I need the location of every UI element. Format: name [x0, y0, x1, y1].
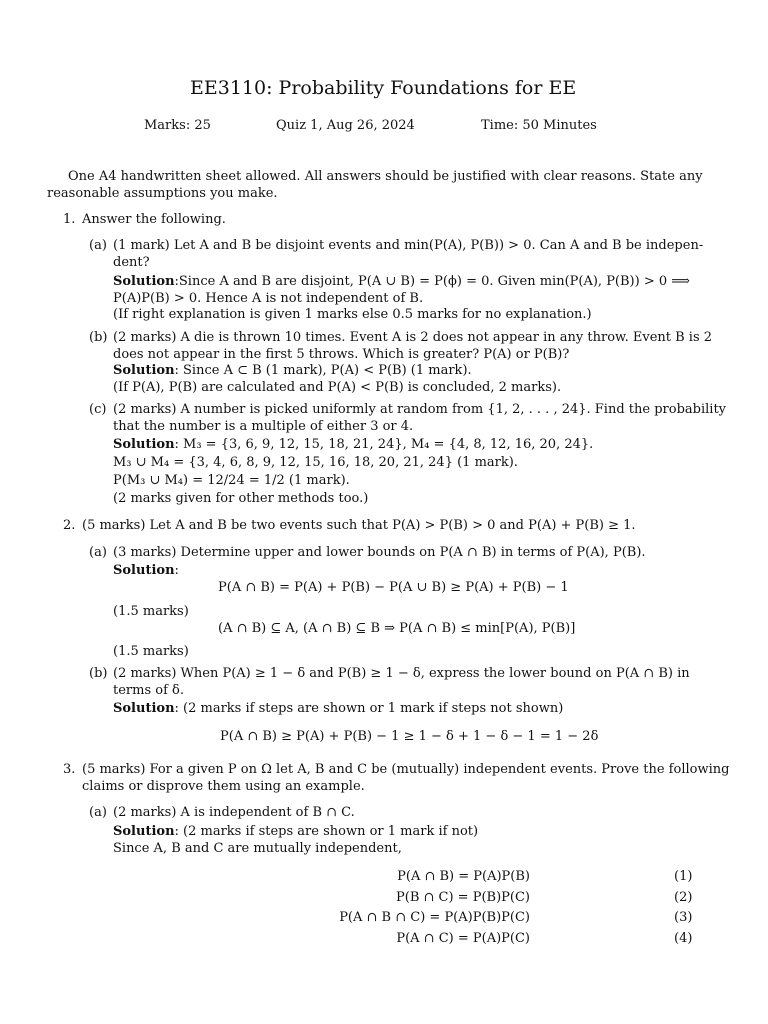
q2b-line-2: terms of δ.	[113, 683, 184, 698]
q1c-line-1: (2 marks) A number is picked uniformly at random from {1, 2, . . . , 24}. Find the probability	[113, 402, 727, 417]
equation-tag-4: (4)	[674, 931, 693, 946]
q1c-solution-line-4: (2 marks given for other methods too.)	[113, 491, 369, 506]
q1c-label: (c)	[89, 402, 107, 417]
q1c-solution-line-3: P(M₃ ∪ M₄) = 12/24 = 1/2 (1 mark).	[113, 473, 350, 488]
q1b-line-2: does not appear in the first 5 throws. Which is greater? P(A) or P(B)?	[113, 347, 570, 362]
q1b-solution-line-2: (If P(A), P(B) are calculated and P(A) < P(B) is concluded, 2 marks).	[113, 380, 562, 395]
q1a-line-1: (1 mark) Let A and B be disjoint events and min(P(A), P(B)) > 0. Can A and B be indepen-	[113, 238, 704, 253]
q2b-label: (b)	[89, 666, 108, 681]
q3a-solution-line-2: Since A, B and C are mutually independent,	[113, 841, 402, 856]
equation-tag-3: (3)	[674, 910, 693, 925]
q1-number: 1.	[63, 212, 76, 227]
q3a-label: (a)	[89, 805, 107, 820]
q3a-solution-text: : (2 marks if steps are shown or 1 mark if not)	[174, 824, 479, 839]
q1c-line-2: that the number is a multiple of either 3 or 4.	[113, 419, 414, 434]
q3-number: 3.	[63, 762, 76, 777]
q2a-label: (a)	[89, 545, 107, 560]
q1a-line-2: dent?	[113, 255, 150, 270]
q2a-marks-1: (1.5 marks)	[113, 604, 189, 619]
q2b-solution	[113, 700, 563, 717]
q2-number: 2.	[63, 518, 76, 533]
q1b-line-1: (2 marks) A die is thrown 10 times. Event A is 2 does not appear in any throw. Event B is 2	[113, 330, 713, 345]
page-title: EE3110: Probability Foundations for EE	[190, 77, 577, 99]
q2a-solution: Solution:	[113, 563, 179, 578]
q1c-solution	[113, 436, 593, 453]
equation-1: P(A ∩ B) = P(A)P(B)	[397, 869, 530, 884]
solution-heading: Solution	[113, 437, 175, 452]
q1-text: Answer the following.	[82, 212, 226, 227]
instructions-line-1: One A4 handwritten sheet allowed. All answers should be justified with clear reasons. State any	[68, 169, 703, 184]
q1b-label: (b)	[89, 330, 108, 345]
q1a-solution-line-3: (If right explanation is given 1 marks else 0.5 marks for no explanation.)	[113, 307, 592, 322]
q1b-solution-text: : Since A ⊂ B (1 mark), P(A) < P(B) (1 mark).	[174, 363, 472, 378]
q2a-equation-1: P(A ∩ B) = P(A) + P(B) − P(A ∪ B) ≥ P(A) + P(B) − 1	[218, 580, 569, 595]
q2a-equation-2: (A ∩ B) ⊆ A, (A ∩ B) ⊆ B ⇒ P(A ∩ B) ≤ min[P(A), P(B)]	[218, 621, 576, 636]
q3a-line-1: (2 marks) A is independent of B ∩ C.	[113, 805, 355, 820]
marks-label: Marks: 25	[144, 118, 211, 133]
solution-heading: Solution	[113, 363, 175, 378]
instructions-line-2: reasonable assumptions you make.	[47, 186, 278, 201]
q2b-solution-text: : (2 marks if steps are shown or 1 mark if steps not shown)	[174, 701, 564, 716]
q1a-solution	[113, 273, 690, 290]
q1c-solution-text: : M₃ = {3, 6, 9, 12, 15, 18, 21, 24}, M₄ = {4, 8, 12, 16, 20, 24}.	[174, 437, 594, 452]
solution-heading: Solution	[113, 701, 175, 716]
q2-text: (5 marks) Let A and B be two events such that P(A) > P(B) > 0 and P(A) + P(B) ≥ 1.	[82, 518, 636, 533]
q1a-solution-text: :Since A and B are disjoint, P(A ∪ B) = P(ϕ) = 0. Given min(P(A), P(B)) > 0 ⟹	[174, 274, 690, 289]
equation-4: P(A ∩ C) = P(A)P(C)	[396, 931, 530, 946]
equation-tag-2: (2)	[674, 890, 693, 905]
q3-line-2: claims or disprove them using an example.	[82, 779, 365, 794]
q2a-marks-2: (1.5 marks)	[113, 644, 189, 659]
q1b-solution	[113, 362, 472, 379]
q1a-label: (a)	[89, 238, 107, 253]
q1c-solution-line-2: M₃ ∪ M₄ = {3, 4, 6, 8, 9, 12, 15, 16, 18, 20, 21, 24} (1 mark).	[113, 455, 518, 470]
q2a-line-1: (3 marks) Determine upper and lower bounds on P(A ∩ B) in terms of P(A), P(B).	[113, 545, 646, 560]
q3-line-1: (5 marks) For a given P on Ω let A, B and C be (mutually) independent events. Prove the following	[82, 762, 730, 777]
solution-heading: Solution	[113, 563, 175, 578]
quiz-label: Quiz 1, Aug 26, 2024	[276, 118, 415, 133]
solution-heading: Solution	[113, 824, 175, 839]
q1a-solution-line-2: P(A)P(B) > 0. Hence A is not independent of B.	[113, 291, 424, 306]
solution-heading: Solution	[113, 274, 175, 289]
q3a-solution	[113, 823, 478, 840]
equation-3: P(A ∩ B ∩ C) = P(A)P(B)P(C)	[339, 910, 530, 925]
q2b-equation: P(A ∩ B) ≥ P(A) + P(B) − 1 ≥ 1 − δ + 1 − δ − 1 = 1 − 2δ	[220, 729, 599, 744]
equation-2: P(B ∩ C) = P(B)P(C)	[396, 890, 530, 905]
equation-tag-1: (1)	[674, 869, 693, 884]
q2b-line-1: (2 marks) When P(A) ≥ 1 − δ and P(B) ≥ 1 − δ, express the lower bound on P(A ∩ B) in	[113, 666, 690, 681]
time-label: Time: 50 Minutes	[481, 118, 597, 133]
